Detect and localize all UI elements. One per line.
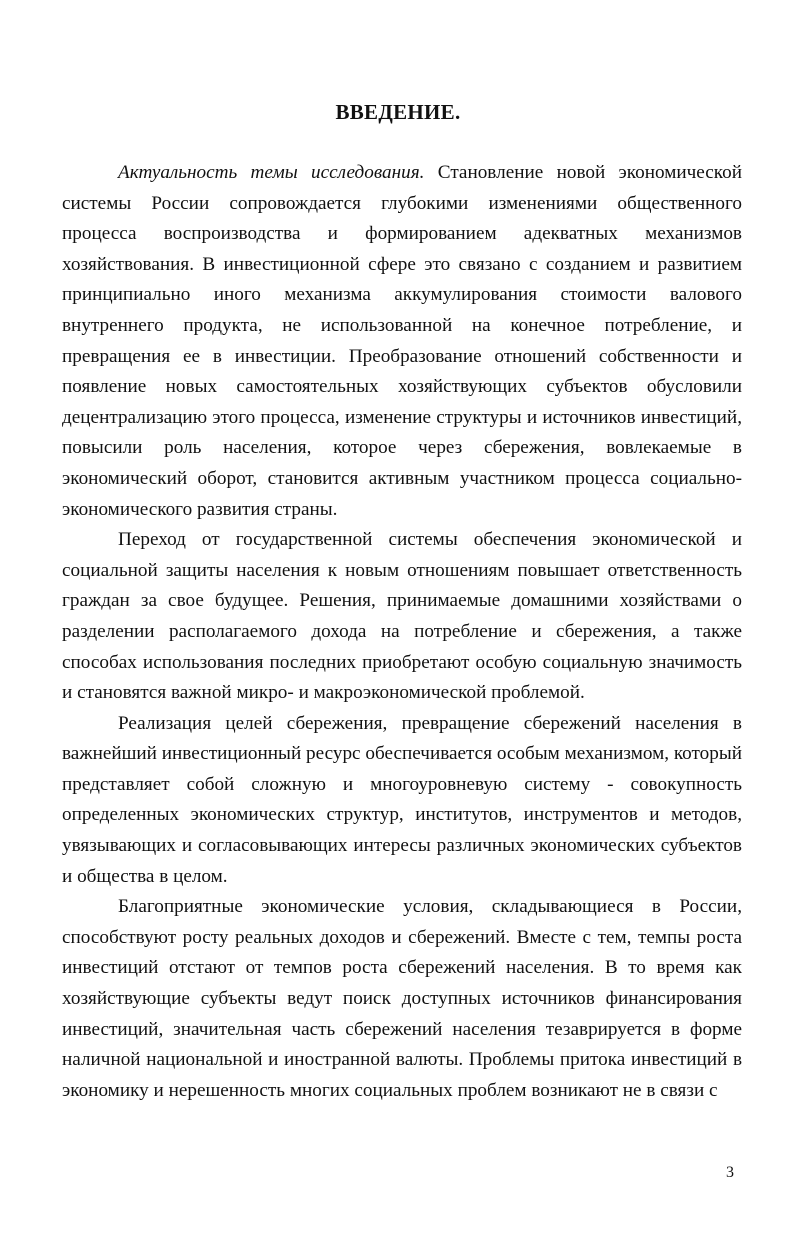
paragraph-lead-italic: Актуальность темы исследования. bbox=[118, 162, 425, 183]
paragraph-conditions: Благоприятные экономические условия, складывающиеся в России, способствуют росту реальных доходов и сбережений. Вместе с тем, темпы роста инвестиций отстают от темпов роста сбережений населения. В то время как хозяйствующие субъекты ведут поиск доступных источников финансирования инвестиций, значительная часть сбережений населения тезаврируется в форме наличной национальной и иностранной валюты. Проблемы притока инвестиций в экономику и нерешенность многих социальных проблем возникают не в связи с bbox=[62, 896, 742, 1101]
paragraph-implementation: Реализация целей сбережения, превращение сбережений населения в важнейший инвестиционный ресурс обеспечивается особым механизмом, который представляет собой сложную и многоуровневую систему - совокупность определенных экономических структур, институтов, инструментов и методов, увязывающих и согласовывающих интересы различных экономических субъектов и общества в целом. bbox=[62, 712, 742, 887]
page-title: ВВЕДЕНИЕ. bbox=[335, 100, 461, 124]
paragraph-text: Становление новой экономической системы России сопровождается глубокими изменениями общественного процесса воспроизводства и формированием адекватных механизмов хозяйствования. В инвестиционной сфере это связано с созданием и развитием принципиально иного механизма аккумулирования стоимости валового внутреннего продукта, не использованной на конечное потребление, и превращения ее в инвестиции. Преобразование отношений собственности и появление новых самостоятельных хозяйствующих субъектов обусловили децентрализацию этого процесса, изменение структуры и источников инвестиций, повысили роль населения, которое через сбережения, вовлекаемые в экономический оборот, становится активным участником процесса социально-экономического развития страны. bbox=[62, 162, 742, 520]
paragraph-relevance bbox=[62, 158, 742, 525]
document-body bbox=[62, 158, 742, 1106]
page-number: 3 bbox=[726, 1164, 734, 1181]
paragraph-transition: Переход от государственной системы обеспечения экономической и социальной защиты населения к новым отношениям повышает ответственность граждан за свое будущее. Решения, принимаемые домашними хозяйствами о разделении располагаемого дохода на потребление и сбережения, а также способах использования последних приобретают особую социальную значимость и становятся важной микро- и макроэкономической проблемой. bbox=[62, 529, 742, 704]
